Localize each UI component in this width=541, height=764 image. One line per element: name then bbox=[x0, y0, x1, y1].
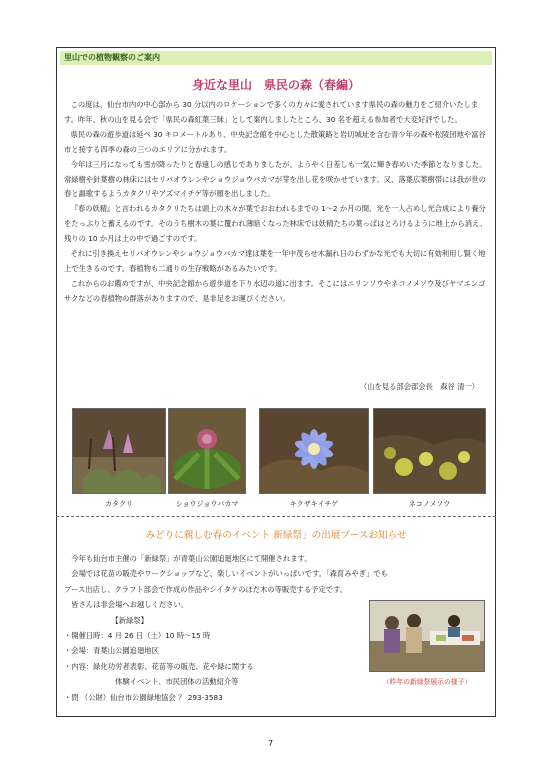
paragraph: これからのお薦めですが、中央記念館から遊歩道を下り水辺の道に出ます。そこにはニリンソウやネコノメソウ及びヤマエンゴサクなどの春植物の群落がありますので、是非足をお運びください。 bbox=[64, 278, 486, 303]
event-title: みどりに親しむ春のイベント 新緑祭」の出展ブースお知らせ bbox=[145, 530, 407, 541]
signature: （山を見る部会部会長 森谷 清一） bbox=[359, 382, 479, 391]
paragraph: この度は、仙台市内の中心部から 30 分以内のロケーションで多くの方々に愛されています県民の森の魅力をご紹介いたします。昨年、秋の山を見る会で「県民の森紅葉三昧」として案内しましたところ、30 名を超える参加者で大変好評でした。 bbox=[64, 100, 479, 124]
event-line: 皆さんは非会場へお越しください。 bbox=[64, 600, 189, 610]
photo-kikuzaki-ichige bbox=[259, 408, 369, 494]
article-title: 身近な里山 県民の森（春編） bbox=[191, 78, 360, 92]
event-line: ・内容：緑化功労者表彰、花苗等の販売、花や緑に関する bbox=[64, 661, 254, 671]
paragraph: 『春の妖精』と言われるカタクリたちは頭上の木々が葉でおおわれるまでの 1～2 か月の間、光を一人占めし光合成により養分をたっぷりと蓄えるのです。そのうち樹木の葉に覆われ薄暗くなった林床では妖精たちの葉っぱはとろけるように地上から消え、残りの 10 か月は土の中で過ごすのです。 bbox=[64, 204, 488, 244]
event-body bbox=[64, 551, 388, 705]
photo-caption: キクザキイチゲ bbox=[289, 500, 339, 508]
paragraph: 今年は三月になっても雪が降ったりと春遠しの感じでありましたが、ようやく日差しも一気に輝き春めいた季節となりました。常緑樹や針葉樹の林床にはセリバオウレンやショウジョウバカマが芽を出し花を咲かせています。又、落葉広葉樹帯には我が世の春と謳歌するようカタクリやアズマイチゲ等が顔を出しました。 bbox=[64, 159, 487, 199]
article-body bbox=[64, 98, 488, 307]
photo-caption: ネコノメソウ bbox=[408, 500, 451, 508]
event-photo-caption: （昨年の新緑祭展示の様子） bbox=[382, 678, 472, 686]
event-line: ・開催日時：4 月 26 日（土）10 時～15 時 bbox=[64, 631, 211, 641]
event-line: 今年も仙台市主催の「新緑祭」が青葉山公園追廻地区にて開催されます。 bbox=[64, 554, 312, 563]
event-line: 体験イベント、市民団体の活動紹介等 bbox=[64, 677, 239, 687]
paragraph: それに引き換えセリバオウレンやショウジョウバカマ達は葉を一年中茂らせ木漏れ日のわずかな光でも大切に有効利用し賢く地上で生きるのです。春植物も二通りの生存戦略があるみたいです。 bbox=[64, 249, 486, 273]
event-line: ・問 （公財）仙台市公園緑地協会 ？ 293-3583 bbox=[64, 692, 223, 702]
event-line: ブース出店し、クラフト部会で作成の作品やシイタケのほだ木の等販売する予定です。 bbox=[64, 584, 348, 594]
section-banner: 里山での植物観察のご案内 bbox=[60, 51, 492, 65]
photo-shoujoubakama bbox=[168, 408, 246, 494]
photo-nekonomesou bbox=[373, 408, 486, 494]
page-number: 7 bbox=[267, 739, 274, 748]
photo-katakuri bbox=[72, 408, 166, 494]
event-line: 【新緑祭】 bbox=[64, 615, 148, 625]
event-photo bbox=[369, 600, 485, 672]
section-divider bbox=[56, 516, 496, 517]
event-line: ・会場：青葉山公園追廻地区 bbox=[64, 646, 159, 656]
paragraph: 県民の森の遊歩道は延べ 30 キロメートルあり、中央記念館を中心とした散策路と岩切城址を含む青少年の森や松陵団地や富谷市と接する四季の森の三つのエリアに分かれます。 bbox=[64, 129, 486, 154]
event-line: 会場では花苗の販売やワークショップなど、楽しいイベントがいっぱいです。「森育みやぎ」でも bbox=[64, 569, 388, 579]
photo-caption: カタクリ bbox=[105, 500, 133, 508]
photo-caption: ショウジョウバカマ bbox=[175, 500, 239, 508]
